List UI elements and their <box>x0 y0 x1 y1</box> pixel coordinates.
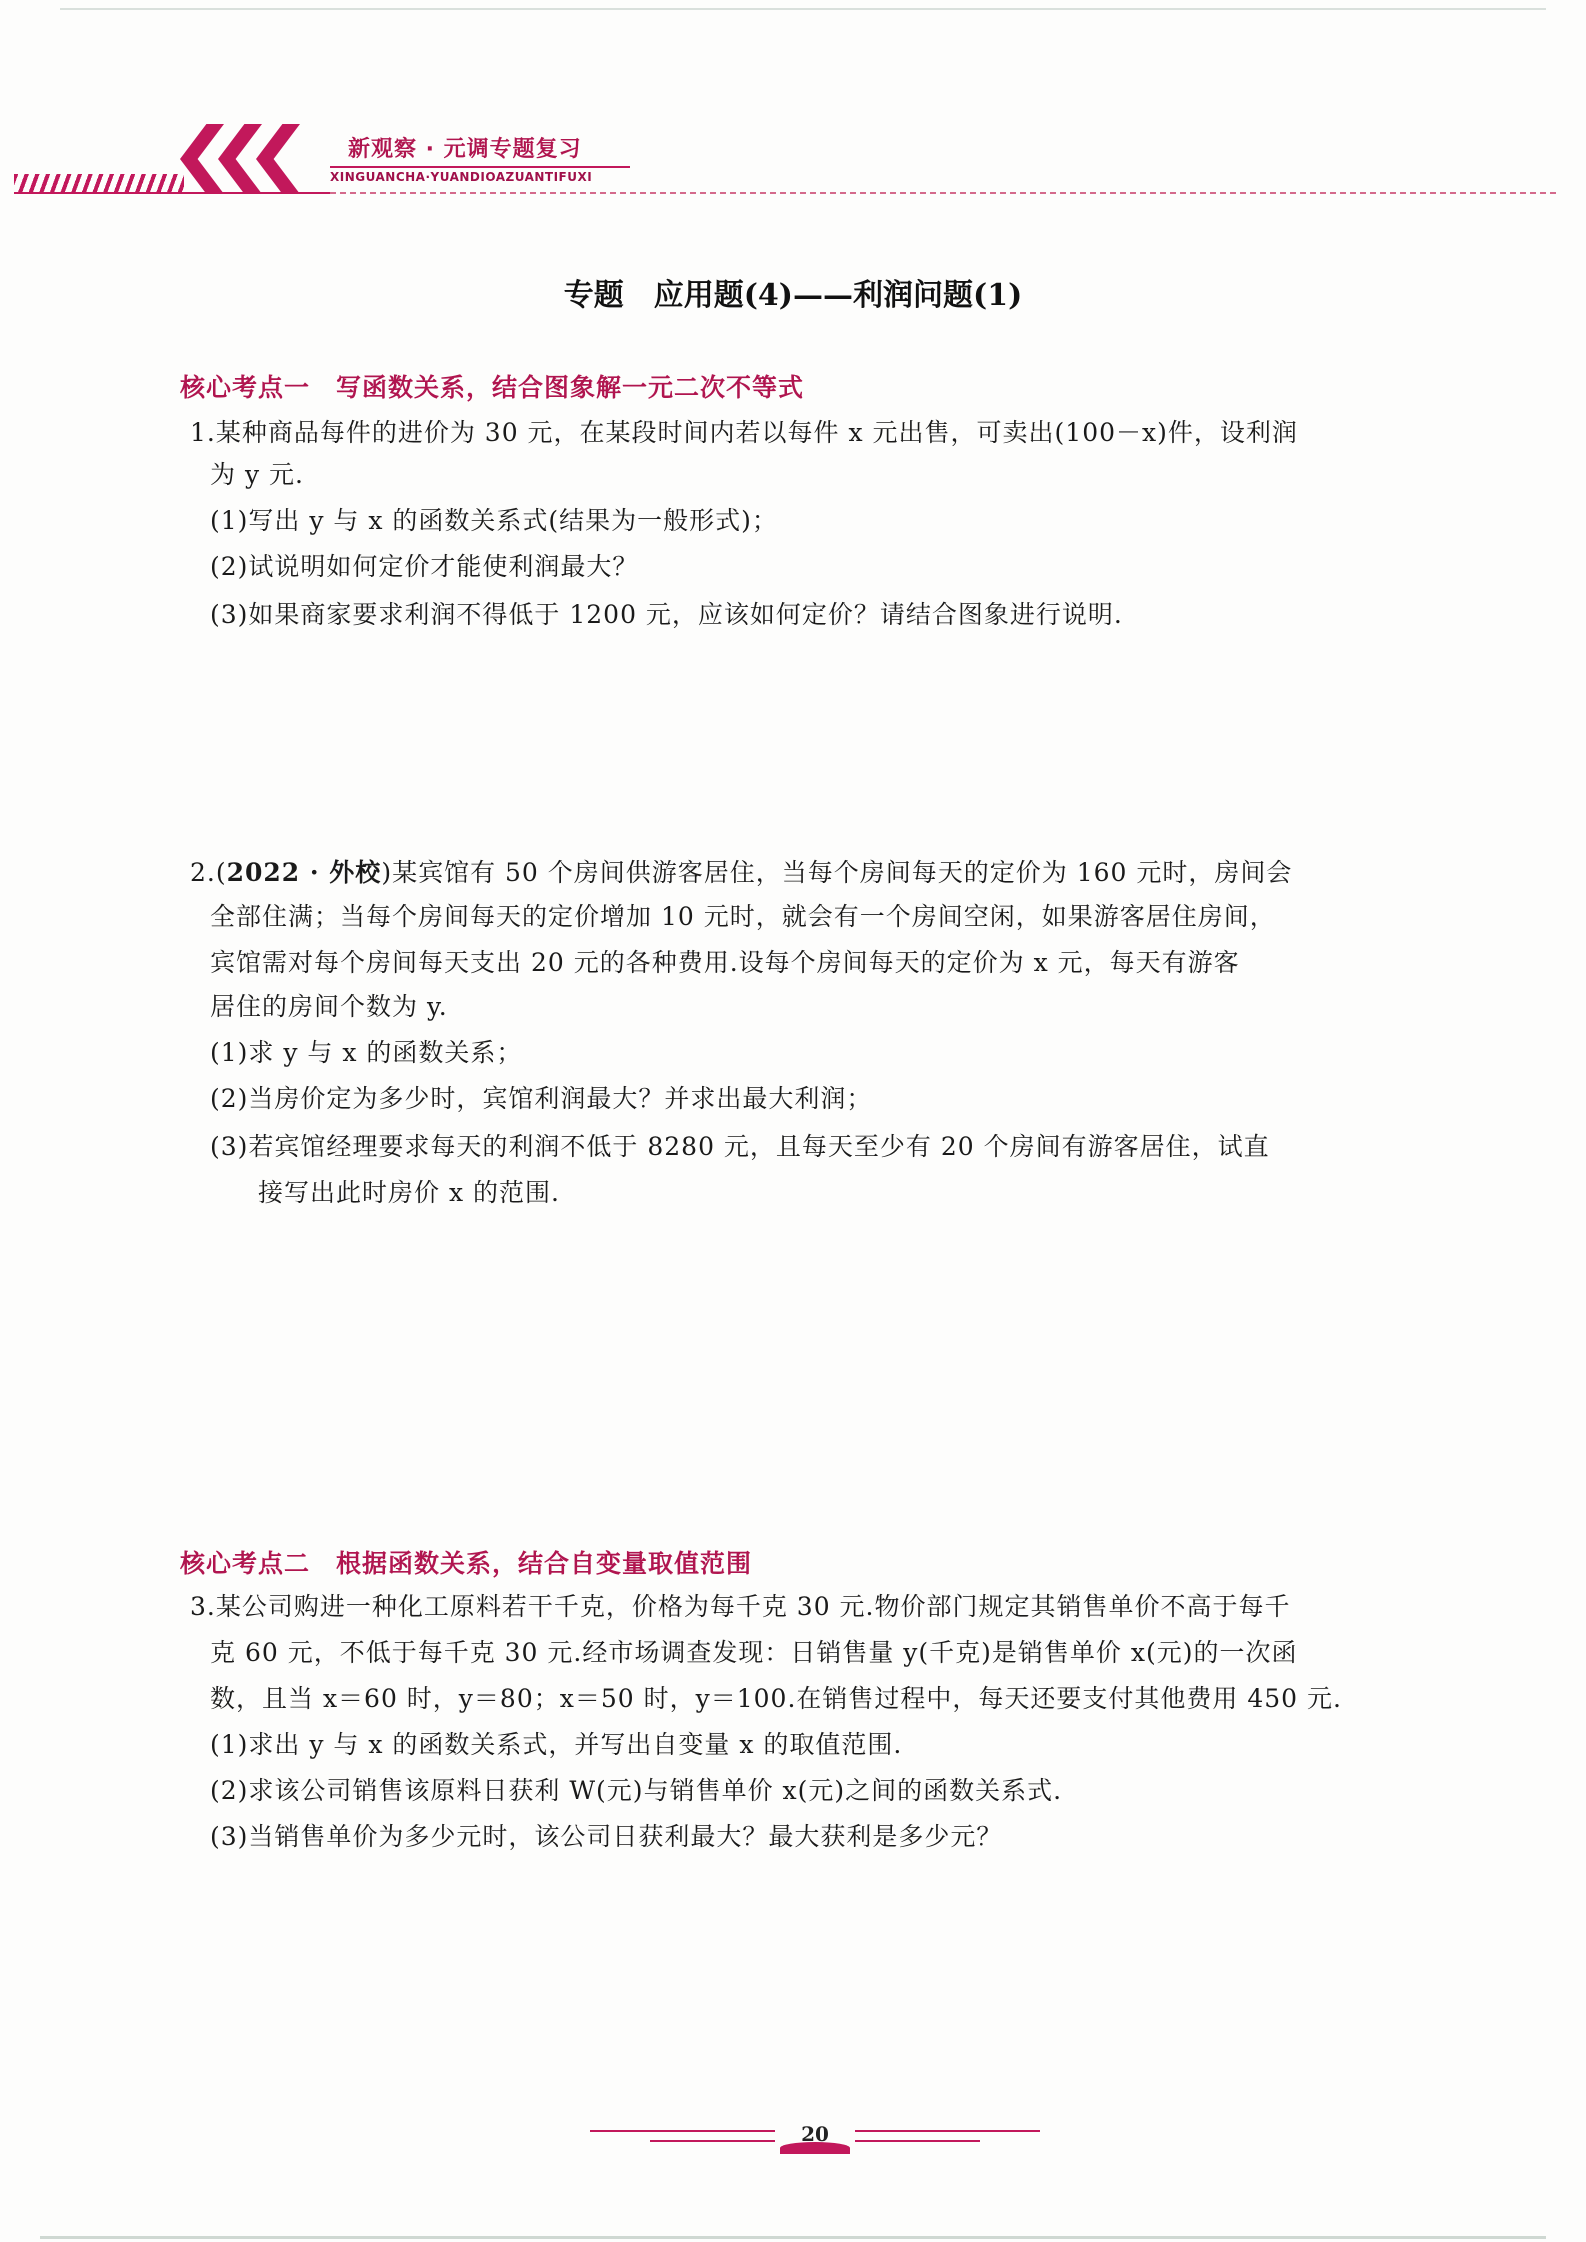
q2-line-2: 全部住满；当每个房间每天的定价增加 10 元时，就会有一个房间空闲，如果游客居住房间， <box>210 902 1276 931</box>
page-header <box>0 118 1586 198</box>
header-hatch-decoration <box>14 174 184 192</box>
q2-line-1-rest: )某宾馆有 50 个房间供游客居住，当每个房间每天的定价为 160 元时，房间会 <box>381 858 1293 887</box>
q2-part-1: (1)求 y 与 x 的函数关系； <box>210 1038 523 1067</box>
q3-line-1: 3.某公司购进一种化工原料若干千克，价格为每千克 30 元.物价部门规定其销售单价不高于每千 <box>190 1592 1291 1621</box>
q2-number: 2.( <box>190 858 227 887</box>
q2-line-4: 居住的房间个数为 y. <box>210 992 448 1021</box>
bottom-rule <box>40 2236 1546 2239</box>
header-dashed-rule <box>330 192 1556 194</box>
q3-part-2: (2)求该公司销售该原料日获利 W(元)与销售单价 x(元)之间的函数关系式. <box>210 1776 1063 1805</box>
q2-line-3: 宾馆需对每个房间每天支出 20 元的各种费用.设每个房间每天的定价为 x 元，每天有游客 <box>210 948 1240 977</box>
page-title: 专题 应用题(4)——利润问题(1) <box>563 278 1023 313</box>
q2-source: 2022 · 外校 <box>226 858 382 887</box>
q2-part-3-cont: 接写出此时房价 x 的范围. <box>258 1178 560 1207</box>
q3-line-3: 数，且当 x＝60 时，y＝80；x＝50 时，y＝100.在销售过程中，每天还要支付其他费用 450 元. <box>210 1684 1342 1713</box>
brand-divider <box>330 166 630 168</box>
q1-line-1: 1.某种商品每件的进价为 30 元，在某段时间内若以每件 x 元出售，可卖出(100－x)件，设利润 <box>190 418 1298 447</box>
q1-part-2: (2)试说明如何定价才能使利润最大？ <box>210 552 639 581</box>
q3-line-2: 克 60 元，不低于每千克 30 元.经市场调查发现：日销售量 y(千克)是销售单价 x(元)的一次函 <box>210 1638 1298 1667</box>
brand-title: 新观察 · 元调专题复习 <box>348 137 582 162</box>
q1-part-3: (3)如果商家要求利润不得低于 1200 元，应该如何定价？请结合图象进行说明. <box>210 600 1123 629</box>
q3-part-1: (1)求出 y 与 x 的函数关系式，并写出自变量 x 的取值范围. <box>210 1730 903 1759</box>
q1-part-1: (1)写出 y 与 x 的函数关系式(结果为一般形式)； <box>210 506 778 535</box>
q2-part-2: (2)当房价定为多少时，宾馆利润最大？并求出最大利润； <box>210 1084 873 1113</box>
section-heading-1: 核心考点一 写函数关系，结合图象解一元二次不等式 <box>180 373 805 402</box>
q3-part-3: (3)当销售单价为多少元时，该公司日获利最大？最大获利是多少元？ <box>210 1822 1003 1851</box>
brand-subtitle: XINGUANCHA·YUANDIOAZUANTIFUXI <box>330 170 593 184</box>
chevron-logo-icon <box>180 124 330 194</box>
section-heading-2: 核心考点二 根据函数关系，结合自变量取值范围 <box>180 1549 753 1578</box>
page-footer <box>590 2122 1040 2162</box>
top-rule <box>60 8 1546 10</box>
q1-line-2: 为 y 元. <box>210 460 304 489</box>
page-number: 20 <box>801 2122 829 2146</box>
q2-line-1 <box>190 856 1292 890</box>
q2-part-3: (3)若宾馆经理要求每天的利润不低于 8280 元，且每天至少有 20 个房间有游客居住，试直 <box>210 1132 1270 1161</box>
